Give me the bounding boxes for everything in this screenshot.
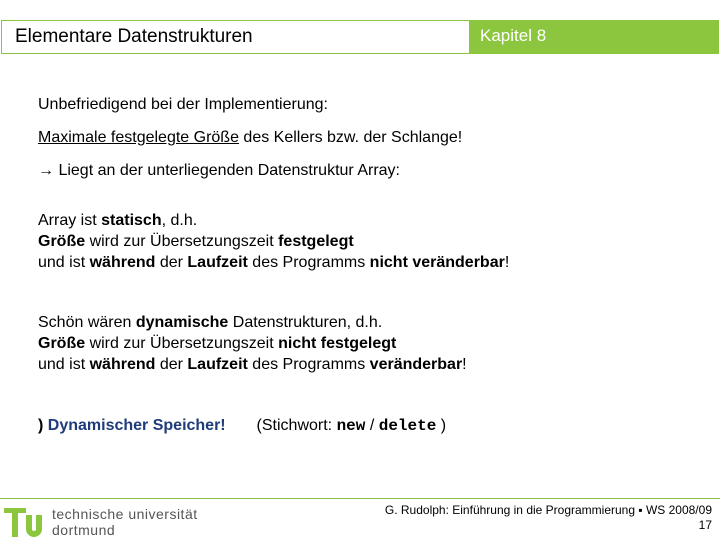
keyword-new: new	[336, 417, 366, 435]
limitation-rest: des Kellers bzw. der Schlange!	[238, 129, 463, 146]
implies-arrow: )	[38, 417, 44, 434]
university-name: technische universität dortmund	[52, 506, 198, 538]
page-number: 17	[698, 518, 712, 532]
stichwort-label: (Stichwort:	[256, 417, 337, 434]
limitation-line	[38, 127, 462, 148]
keyword-delete: delete	[378, 417, 437, 435]
intro-line: Unbefriedigend bei der Implementierung:	[38, 96, 328, 113]
paragraph-static: Array ist statisch, d.h. Größe wird zur Übersetzungszeit festgelegt und ist während der Laufzeit des Programms nicht veränderbar!	[38, 212, 510, 271]
footer-citation: G. Rudolph: Einführung in die Programmierung ▪ WS 2008/09 17	[384, 503, 712, 532]
cause-line: → Liegt an der unterliegenden Datenstruktur Array:	[38, 162, 400, 179]
tu-logo-icon	[4, 505, 48, 539]
paragraph-dynamic: Schön wären dynamische Datenstrukturen, d.h. Größe wird zur Übersetzungszeit nicht festgelegt und ist während der Laufzeit des Programms veränderbar!	[38, 314, 467, 373]
underlined-phrase: Maximale festgelegte Größe	[38, 129, 239, 146]
footer-divider	[0, 498, 720, 499]
slide-title: Elementare Datenstrukturen	[15, 26, 253, 47]
conclusion-line: ) Dynamischer Speicher! (Stichwort: new / delete )	[38, 417, 447, 435]
dynamic-memory-highlight: Dynamischer Speicher!	[47, 417, 226, 434]
chapter-label: Kapitel 8	[480, 26, 547, 45]
